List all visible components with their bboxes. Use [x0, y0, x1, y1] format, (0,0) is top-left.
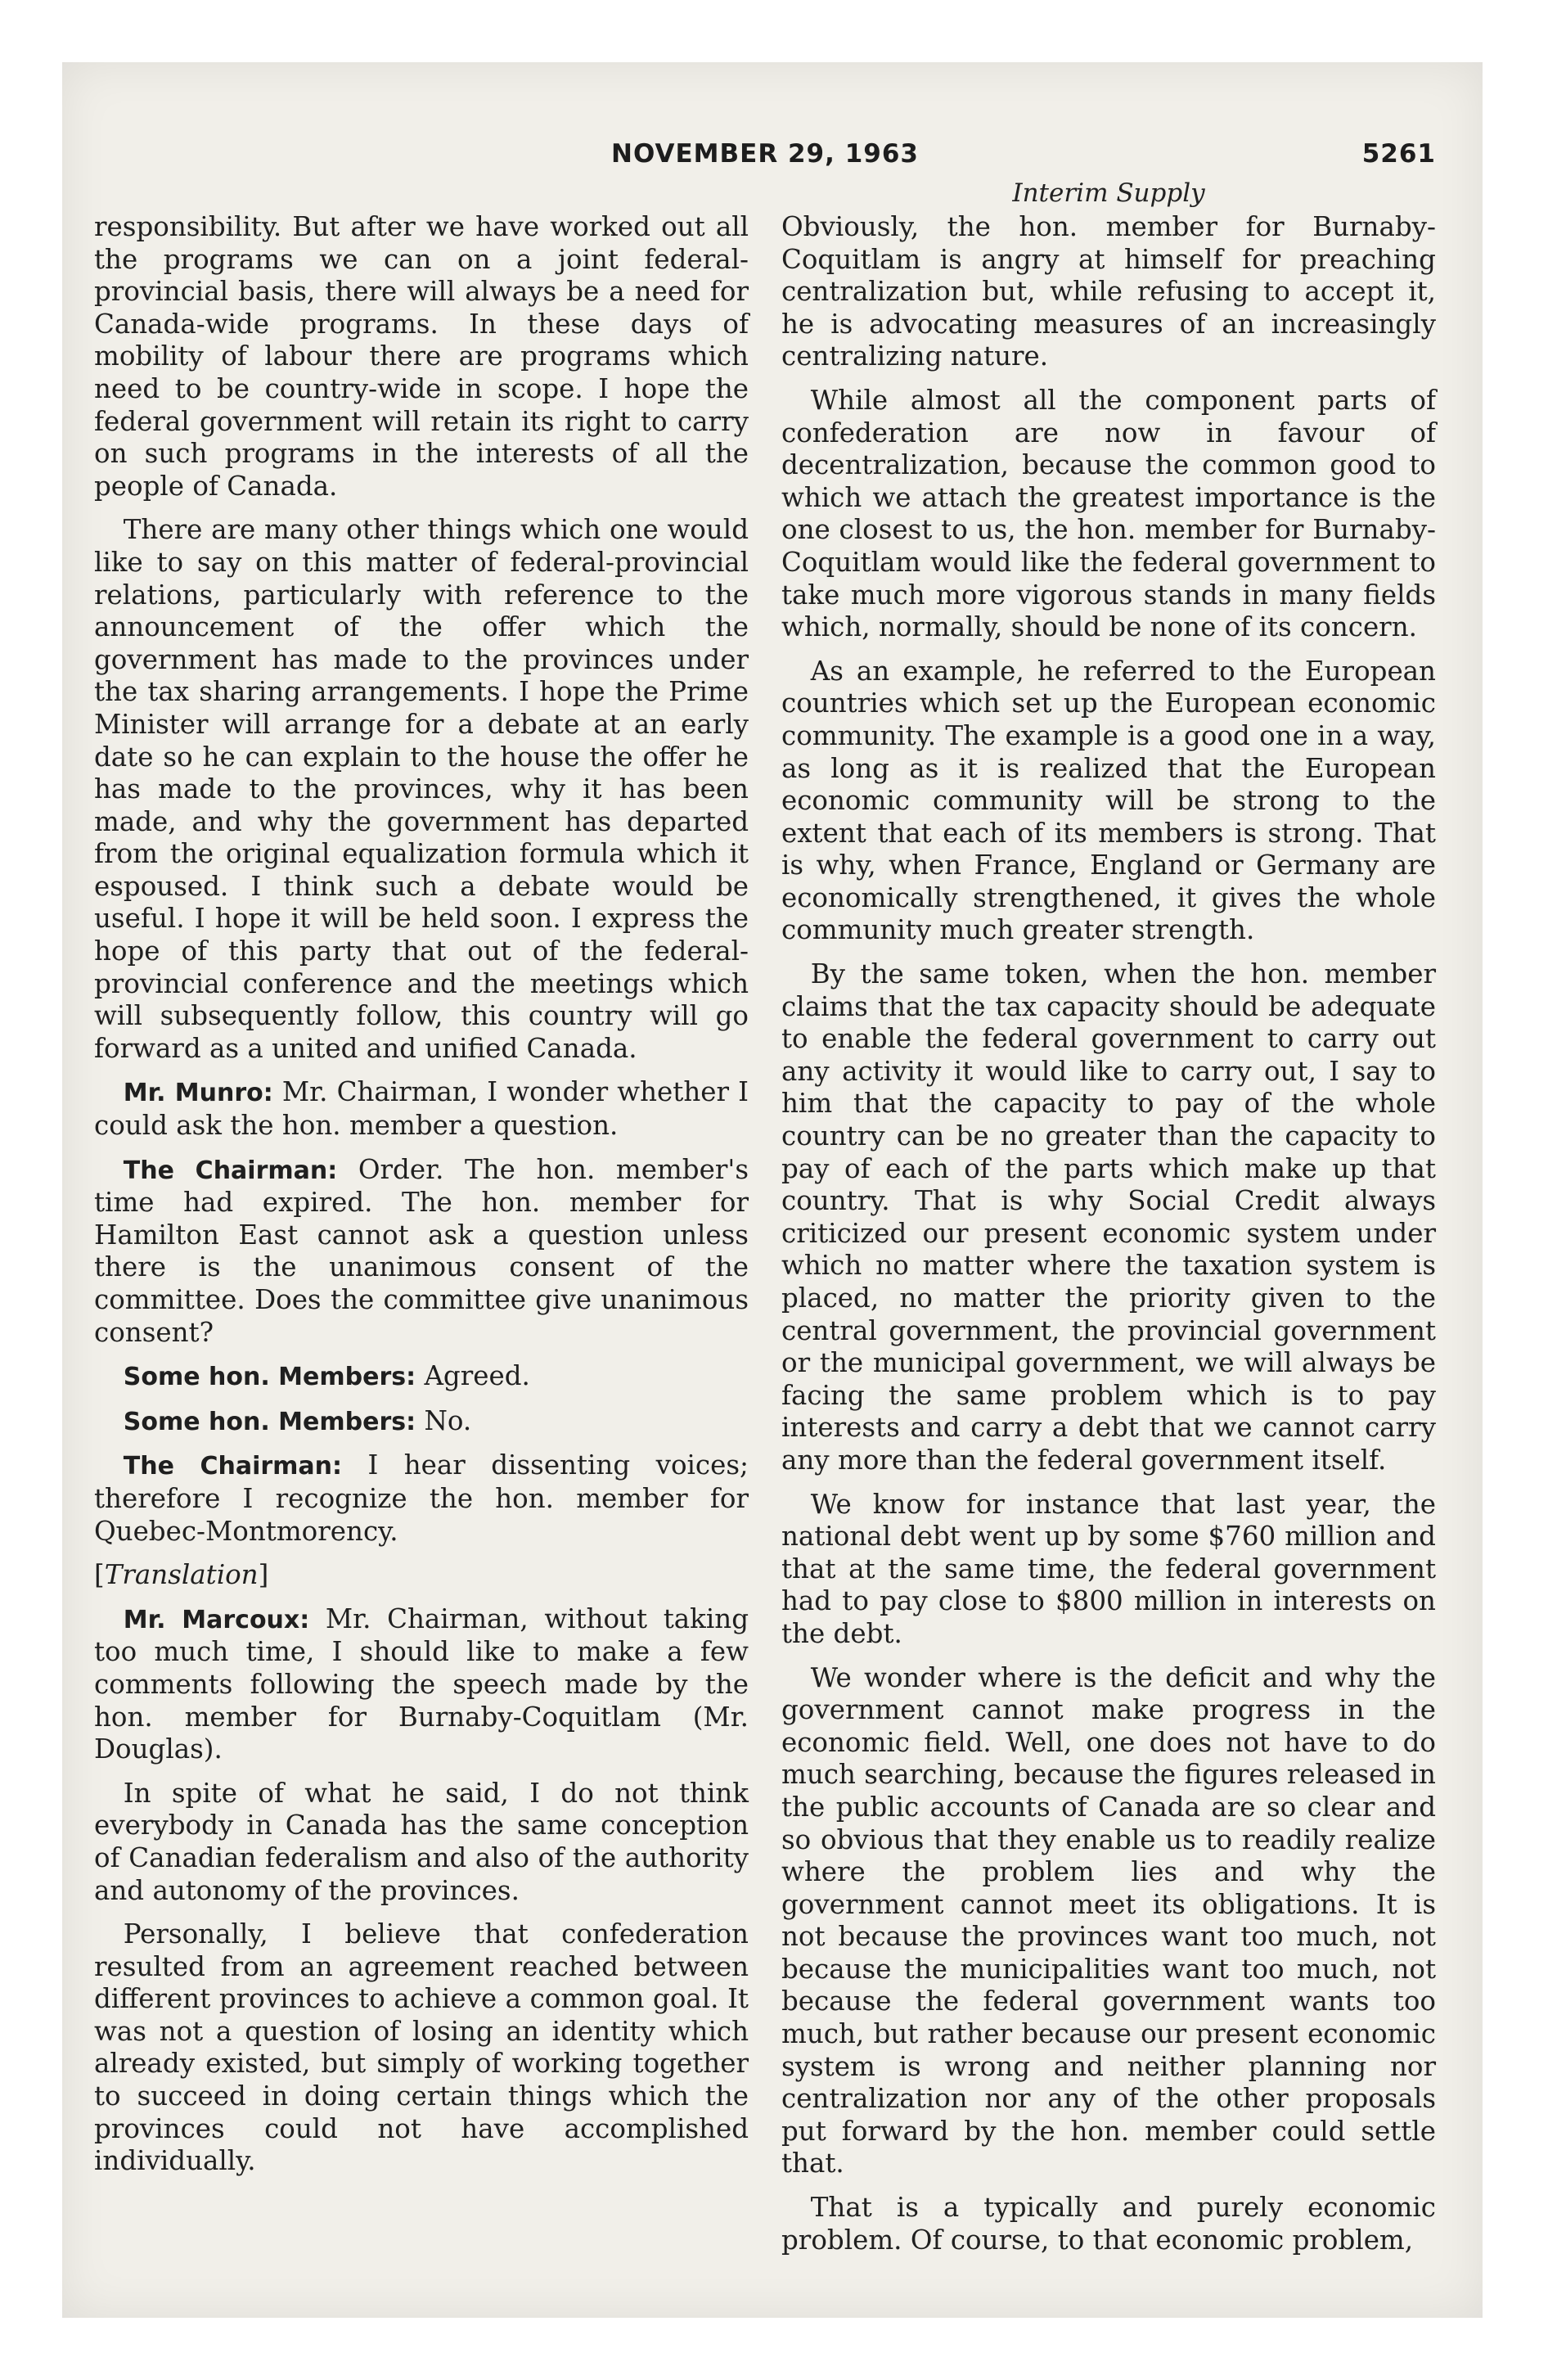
paragraph: As an example, he referred to the European countries which set up the European economic community. The example is a good one in a way, as long as it is realized that the European economic community will be strong to the extent that each of its members is strong. That is why, when France, England or Germany are economically strengthened, it gives the whole community much greater strength.	[781, 655, 1436, 946]
speech-marcoux	[94, 1603, 749, 1766]
speech-chairman	[94, 1449, 749, 1548]
paragraph: We know for instance that last year, the national debt went up by some $760 million and that at the same time, the federal government had to pay close to $800 million in interests on the debt.	[781, 1488, 1436, 1649]
speech-text: Mr. Chairman, without taking too much time, I should like to make a few comments following the speech made by the hon. member for Burnaby-Coquitlam (Mr. Douglas).	[94, 1602, 749, 1765]
bracket-open: [	[94, 1559, 105, 1591]
paragraph: We wonder where is the deficit and why the government cannot make progress in the economic field. Well, one does not have to do much searching, because the figures released in the public accounts of Canada are so clear and so obvious that they enable us to readily realize where the problem lies and why the government cannot meet its obligations. It is not because the provinces want too much, not because the municipalities want too much, not because the federal government wants too much, but rather because our present economic system is wrong and neither planning nor centralization nor any of the other proposals put forward by the hon. member could settle that.	[781, 1661, 1436, 2179]
speech-members-agreed	[94, 1360, 749, 1394]
speech-text: Mr. Chairman, I wonder whether I could ask the hon. member a question.	[94, 1076, 749, 1142]
right-column	[781, 211, 1436, 2268]
page-header	[94, 139, 1436, 172]
speech-munro	[94, 1076, 749, 1142]
running-title: Interim Supply	[1012, 178, 1205, 208]
speech-chairman	[94, 1154, 749, 1350]
speaker-name: Mr. Marcoux:	[123, 1605, 310, 1634]
translation-marker	[94, 1559, 749, 1592]
speech-text: Agreed.	[416, 1360, 530, 1392]
paragraph: Obviously, the hon. member for Burnaby-Coquitlam is angry at himself for preaching centralization but, while refusing to accept it, he is advocating measures of an increasingly centralizing nature.	[781, 211, 1436, 372]
paragraph: That is a typically and purely economic problem. Of course, to that economic problem,	[781, 2192, 1436, 2256]
paragraph: responsibility. But after we have worked out all the programs we can on a joint federal-provincial basis, there will always be a need for Canada-wide programs. In these days of mobility of labour there are programs which need to be country-wide in scope. I hope the federal government will retain its right to carry on such programs in the interests of all the people of Canada.	[94, 211, 749, 502]
speaker-name: Mr. Munro:	[123, 1079, 273, 1108]
paragraph: In spite of what he said, I do not think everybody in Canada has the same conception of Canadian federalism and also of the authority and autonomy of the provinces.	[94, 1777, 749, 1906]
paragraph: While almost all the component parts of confederation are now in favour of decentralization, because the common good to which we attach the greatest importance is the one closest to us, the hon. member for Burnaby-Coquitlam would like the federal government to take much more vigorous stands in many fields which, normally, should be none of its concern.	[781, 384, 1436, 643]
speaker-name: Some hon. Members:	[123, 1363, 416, 1392]
page-date: NOVEMBER 29, 1963	[611, 139, 919, 169]
speech-text: No.	[416, 1404, 472, 1436]
translation-word: Translation	[104, 1559, 259, 1591]
paragraph: There are many other things which one would like to say on this matter of federal-provincial relations, particularly with reference to the announcement of the offer which the government has made to the provinces under the tax sharing arrangements. I hope the Prime Minister will arrange for a debate at an early date so he can explain to the house the offer he has made to the provinces, why it has been made, and why the government has departed from the original equalization formula which it espoused. I think such a debate would be useful. I hope it will be held soon. I express the hope of this party that out of the federal-provincial conference and the meetings which will subsequently follow, this country will go forward as a united and unified Canada.	[94, 514, 749, 1064]
page-number: 5261	[1361, 139, 1436, 169]
speech-text: Order. The hon. member's time had expired. The hon. member for Hamilton East cannot ask a question unless there is the unanimous consent of the committee. Does the committee give unanimous consent?	[94, 1153, 749, 1348]
left-column	[94, 211, 749, 2189]
speaker-name: The Chairman:	[123, 1156, 338, 1185]
paragraph: By the same token, when the hon. member claims that the tax capacity should be adequate to enable the federal government to carry out any activity it would like to carry out, I say to him that the capacity to pay of the whole country can be no greater than the capacity to pay of each of the parts which make up that country. That is why Social Credit always criticized our present economic system under which no matter where the taxation system is placed, no matter the priority given to the central government, the provincial government or the municipal government, we will always be facing the same problem which is to pay interests and carry a debt that we cannot carry any more than the federal government itself.	[781, 958, 1436, 1476]
speaker-name: The Chairman:	[123, 1452, 343, 1481]
bracket-close: ]	[258, 1559, 269, 1591]
speech-text: I hear dissenting voices; therefore I recognize the hon. member for Quebec-Montmorency.	[94, 1449, 749, 1547]
paragraph: Personally, I believe that confederation resulted from an agreement reached between different provinces to achieve a common goal. It was not a question of losing an identity which already existed, but simply of working together to succeed in doing certain things which the provinces could not have accomplished individually.	[94, 1918, 749, 2177]
speech-members-no	[94, 1405, 749, 1439]
speaker-name: Some hon. Members:	[123, 1407, 416, 1436]
